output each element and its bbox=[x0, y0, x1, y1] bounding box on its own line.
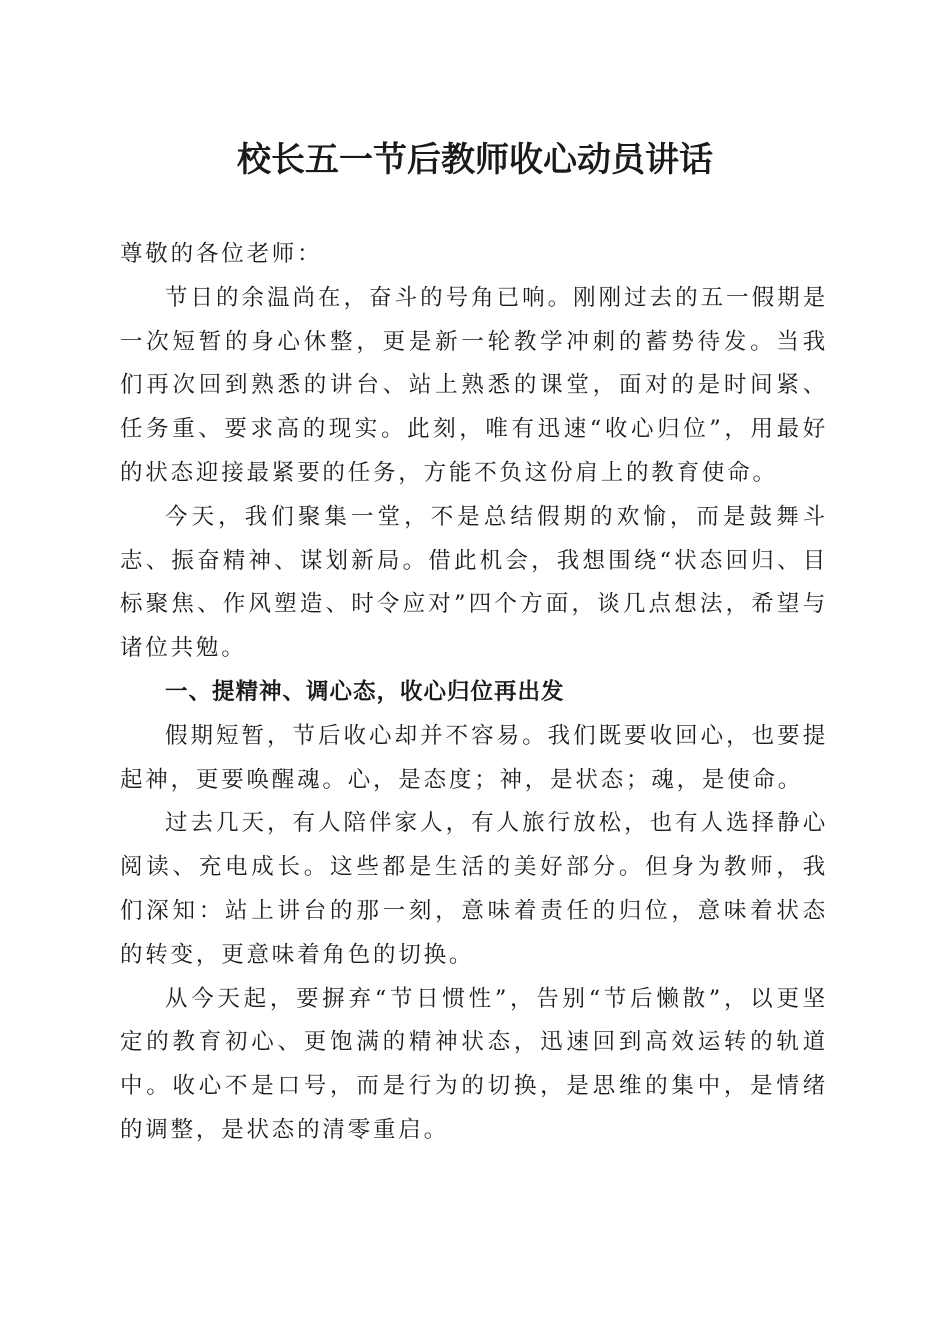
salutation: 尊敬的各位老师： bbox=[120, 241, 323, 267]
paragraph-1: 节日的余温尚在，奋斗的号角已响。刚刚过去的五一假期是一次短暂的身心休整，更是新一轮教学冲刺的蓄势待发。当我们再次回到熟悉的讲台、站上熟悉的课堂，面对的是时间紧、任务重、要求高的现实。此刻，唯有迅速“收心归位”，用最好的状态迎接最紧要的任务，方能不负这份肩上的教育使命。 bbox=[120, 284, 828, 486]
paragraph-3: 假期短暂，节后收心却并不容易。我们既要收回心，也要提起神，更要唤醒魂。心，是态度；神，是状态；魂，是使命。 bbox=[120, 722, 828, 793]
paragraph-5: 从今天起，要摒弃“节日惯性”，告别“节后懒散”，以更坚定的教育初心、更饱满的精神状态，迅速回到高效运转的轨道中。收心不是口号，而是行为的切换，是思维的集中，是情绪的调整，是状态的清零重启。 bbox=[120, 985, 828, 1143]
section-heading-1: 一、提精神、调心态，收心归位再出发 bbox=[165, 678, 565, 705]
document-body bbox=[120, 233, 828, 1153]
paragraph-4: 过去几天，有人陪伴家人，有人旅行放松，也有人选择静心阅读、充电成长。这些都是生活的美好部分。但身为教师，我们深知：站上讲台的那一刻，意味着责任的归位，意味着状态的转变，更意味着角色的切换。 bbox=[120, 810, 828, 968]
paragraph-2: 今天，我们聚集一堂，不是总结假期的欢愉，而是鼓舞斗志、振奋精神、谋划新局。借此机会，我想围绕“状态回归、目标聚焦、作风塑造、时令应对”四个方面，谈几点想法，希望与诸位共勉。 bbox=[120, 503, 828, 662]
document-title: 校长五一节后教师收心动员讲话 bbox=[237, 140, 713, 180]
